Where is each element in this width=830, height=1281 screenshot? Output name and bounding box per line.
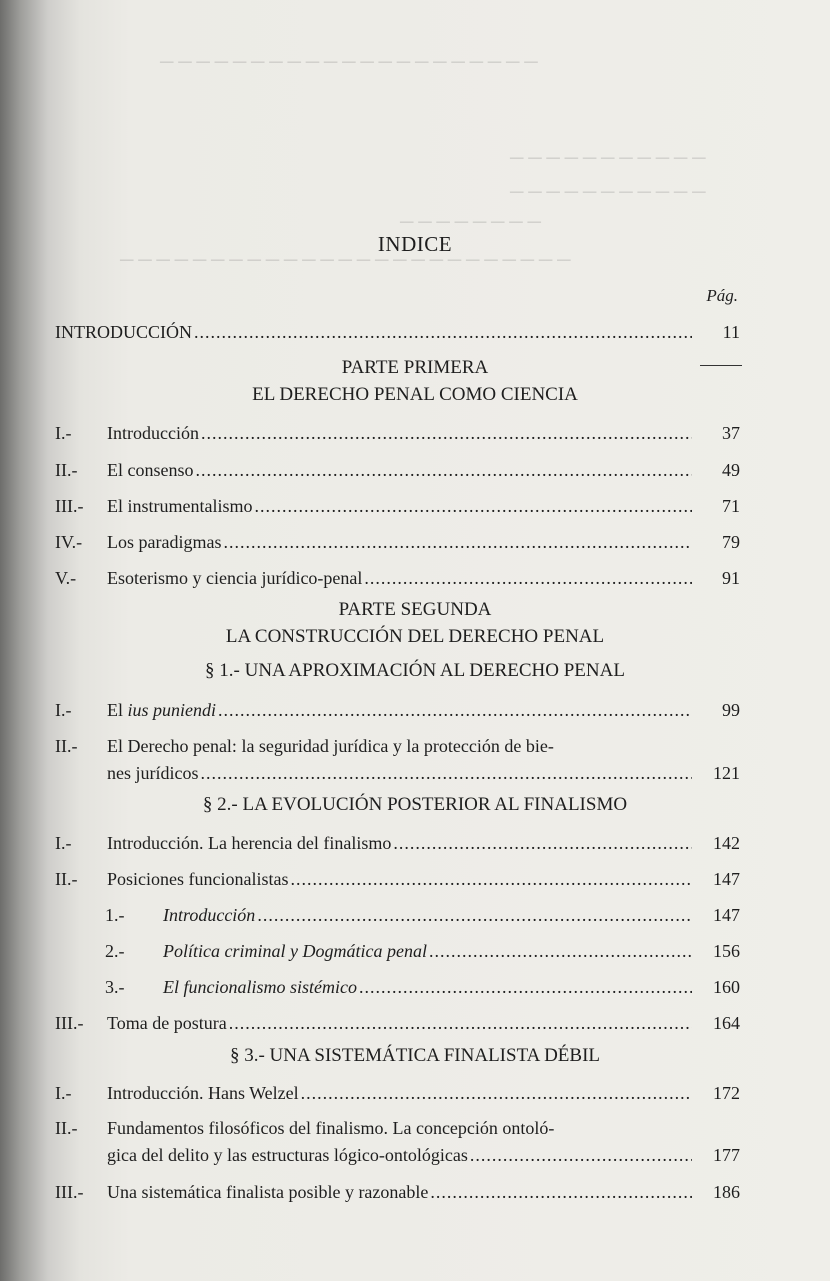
- show-through-text: ─ ─ ─ ─ ─ ─ ─ ─: [400, 212, 541, 233]
- entry-number: II.-: [55, 1118, 78, 1138]
- entry-number: I.-: [55, 833, 72, 853]
- part-subtitle: LA CONSTRUCCIÓN DEL DERECHO PENAL: [225, 626, 605, 647]
- show-through-text: ─ ─ ─ ─ ─ ─ ─ ─ ─ ─ ─: [510, 148, 706, 169]
- entry-label: [107, 698, 216, 723]
- toc-entry[interactable]: [55, 530, 740, 555]
- toc-entry[interactable]: [55, 494, 740, 519]
- toc-entry[interactable]: [55, 1081, 740, 1106]
- toc-entry-introduccion[interactable]: [55, 320, 740, 345]
- leader-dots: [470, 1143, 692, 1168]
- toc-entry[interactable]: [55, 1180, 740, 1205]
- entry-page: 147: [713, 869, 740, 889]
- leader-dots: [301, 1081, 692, 1106]
- leader-dots: [364, 566, 692, 591]
- entry-number: II.-: [55, 736, 78, 756]
- entry-label: Los paradigmas: [107, 532, 222, 552]
- toc-entry[interactable]: [55, 458, 740, 483]
- part-subtitle: EL DERECHO PENAL COMO CIENCIA: [252, 384, 578, 405]
- entry-page: 177: [713, 1145, 740, 1165]
- entry-number: II.-: [55, 869, 78, 889]
- entry-number: IV.-: [55, 532, 83, 552]
- section-title: § 1.- UNA APROXIMACIÓN AL DERECHO PENAL: [205, 660, 625, 681]
- entry-label: Introducción: [107, 423, 199, 443]
- show-through-text: ─ ─ ─ ─ ─ ─ ─ ─ ─ ─ ─ ─ ─ ─ ─ ─ ─ ─ ─ ─ ─ ─ ─ ─ ─: [120, 250, 571, 271]
- leader-dots: [430, 1180, 692, 1205]
- entry-label: El funcionalismo sistémico: [163, 977, 357, 997]
- leader-dots: [218, 698, 692, 723]
- toc-subentry[interactable]: [55, 903, 740, 928]
- section-title: § 2.- LA EVOLUCIÓN POSTERIOR AL FINALISMO: [202, 794, 628, 815]
- entry-label-line1: El Derecho penal: la seguridad jurídica y la protección de bie-: [107, 736, 554, 756]
- leader-dots: [223, 530, 692, 555]
- entry-page: 79: [722, 532, 740, 552]
- entry-label: Introducción. La herencia del finalismo: [107, 833, 392, 853]
- page-title: INDICE: [377, 232, 453, 256]
- leader-dots: [393, 831, 692, 856]
- part-title: PARTE SEGUNDA: [338, 599, 492, 620]
- entry-page: 172: [713, 1083, 740, 1103]
- entry-label-line1: Fundamentos filosóficos del finalismo. La concepción ontoló-: [107, 1118, 555, 1138]
- entry-label-part: El: [107, 700, 128, 720]
- entry-number: 2.-: [105, 941, 125, 961]
- toc-subentry[interactable]: [55, 975, 740, 1000]
- toc-entry[interactable]: [55, 1011, 740, 1036]
- entry-number: II.-: [55, 460, 78, 480]
- toc-entry[interactable]: [55, 698, 740, 723]
- leader-dots: [201, 421, 692, 446]
- toc-entry[interactable]: [55, 421, 740, 446]
- entry-label: Posiciones funcionalistas: [107, 869, 289, 889]
- entry-label: Introducción: [163, 905, 256, 925]
- entry-label: Esoterismo y ciencia jurídico-penal: [107, 568, 363, 588]
- entry-page: 49: [722, 460, 740, 480]
- leader-dots: [201, 761, 693, 786]
- entry-label: Política criminal y Dogmática penal: [163, 941, 427, 961]
- entry-page: 91: [722, 568, 740, 588]
- show-through-text: ─ ─ ─ ─ ─ ─ ─ ─ ─ ─ ─: [510, 182, 706, 203]
- entry-label-line2: gica del delito y las estructuras lógico-ontológicas: [107, 1145, 468, 1165]
- entry-label: INTRODUCCIÓN: [55, 322, 192, 342]
- entry-number: I.-: [55, 1083, 72, 1103]
- entry-page: 99: [722, 700, 740, 720]
- entry-label: El instrumentalismo: [107, 496, 253, 516]
- leader-dots: [257, 903, 692, 928]
- entry-number: III.-: [55, 1013, 84, 1033]
- toc-entry[interactable]: [55, 566, 740, 591]
- toc-entry[interactable]: [55, 1116, 740, 1168]
- leader-dots: [229, 1011, 692, 1036]
- page-column-label: Pág.: [706, 286, 738, 305]
- entry-number: I.-: [55, 700, 72, 720]
- entry-number: III.-: [55, 496, 84, 516]
- entry-number: III.-: [55, 1182, 84, 1202]
- toc-subentry[interactable]: [55, 939, 740, 964]
- entry-page: 160: [713, 977, 740, 997]
- entry-page: 37: [722, 423, 740, 443]
- entry-label-line2: nes jurídicos: [107, 763, 199, 783]
- entry-page: 71: [722, 496, 740, 516]
- leader-dots: [194, 320, 692, 345]
- toc-entry[interactable]: [55, 831, 740, 856]
- entry-page: 164: [713, 1013, 740, 1033]
- show-through-text: ─ ─ ─ ─ ─ ─ ─ ─ ─ ─ ─ ─ ─ ─ ─ ─ ─ ─ ─ ─ ─: [160, 52, 538, 73]
- section-title: § 3.- UNA SISTEMÁTICA FINALISTA DÉBIL: [229, 1045, 601, 1066]
- leader-dots: [290, 867, 692, 892]
- entry-page: 142: [713, 833, 740, 853]
- entry-page: 147: [713, 905, 740, 925]
- entry-number: V.-: [55, 568, 77, 588]
- entry-label: Introducción. Hans Welzel: [107, 1083, 299, 1103]
- entry-page: 121: [713, 763, 740, 783]
- leader-dots: [429, 939, 692, 964]
- entry-number: 3.-: [105, 977, 125, 997]
- toc-entry[interactable]: [55, 734, 740, 786]
- entry-label: Toma de postura: [107, 1013, 227, 1033]
- entry-label: El consenso: [107, 460, 194, 480]
- entry-page: 186: [713, 1182, 740, 1202]
- entry-number: I.-: [55, 423, 72, 443]
- leader-dots: [359, 975, 692, 1000]
- part-title: PARTE PRIMERA: [341, 357, 489, 378]
- toc-entry[interactable]: [55, 867, 740, 892]
- entry-page: 11: [722, 322, 740, 342]
- leader-dots: [195, 458, 692, 483]
- leader-dots: [255, 494, 693, 519]
- entry-label-italic: ius puniendi: [127, 700, 216, 720]
- entry-number: 1.-: [105, 905, 125, 925]
- entry-page: 156: [713, 941, 740, 961]
- entry-label: Una sistemática finalista posible y razonable: [107, 1182, 429, 1202]
